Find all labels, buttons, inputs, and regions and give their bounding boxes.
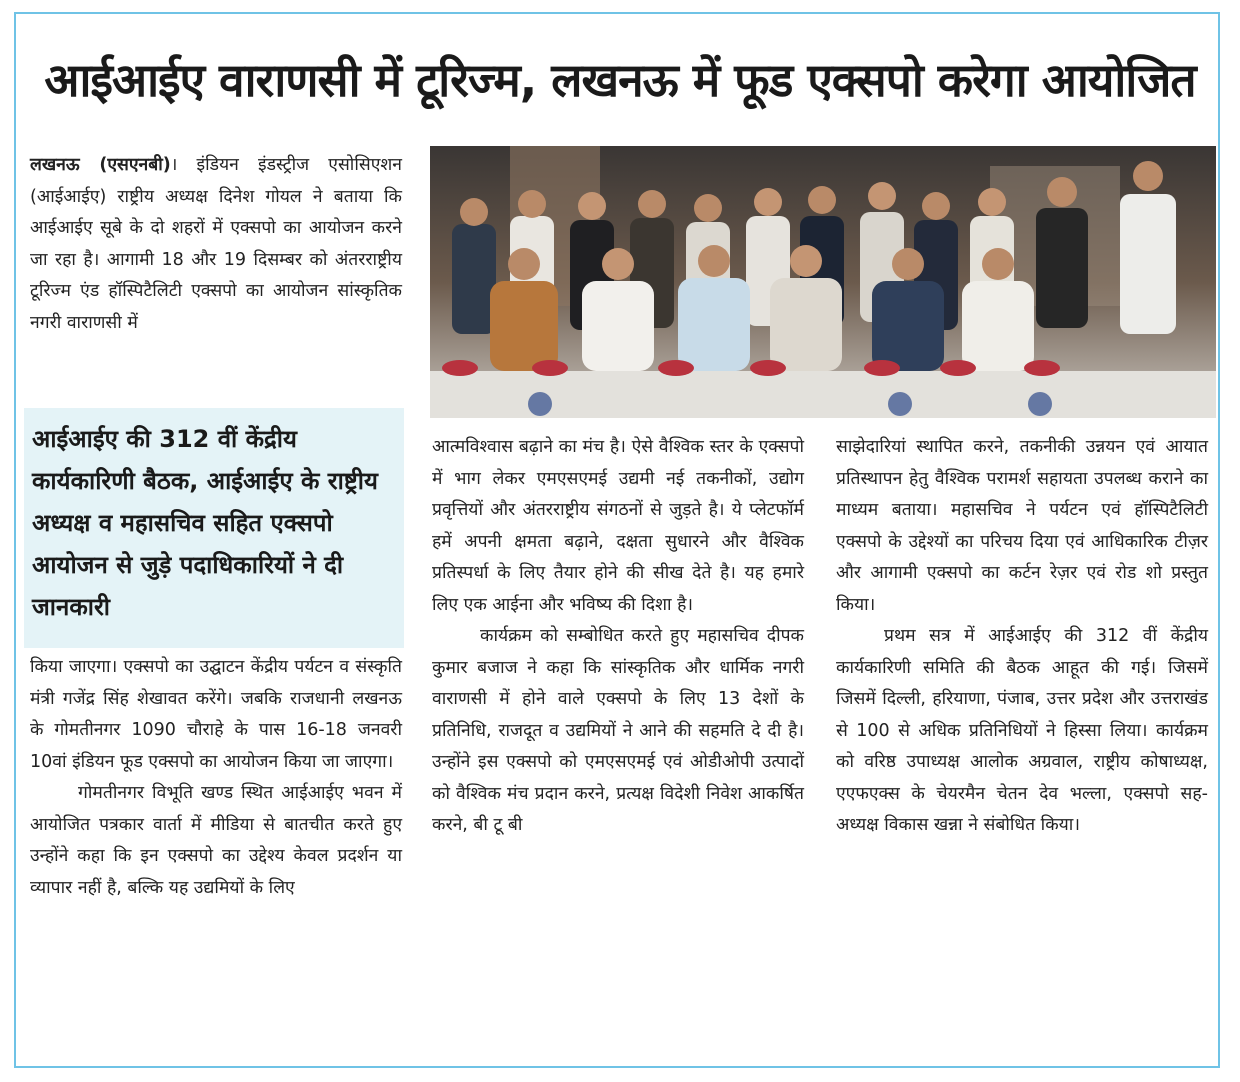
paragraph: किया जाएगा। एक्सपो का उद्घाटन केंद्रीय पर्यटन व संस्कृति मंत्री गजेंद्र सिंह शेखावत करेंगे। जबकि राजधानी लखनऊ के गोमतीनगर 1090 चौराहे के पास 16-18 जनवरी 10वां इंडियन फूड एक्सपो का आयोजन किया जा जाएगा।: [30, 657, 402, 772]
highlight-text: आईआईए की 312 वीं केंद्रीय कार्यकारिणी बैठक, आईआईए के राष्ट्रीय अध्यक्ष व महासचिव सहित एक्सपो आयोजन से जुड़े पदाधिकारियों ने दी जानकारी: [32, 425, 378, 621]
paragraph: गोमतीनगर विभूति खण्ड स्थित आईआईए भवन में आयोजित पत्रकार वार्ता में मीडिया से बातचीत करते हुए उन्होंने कहा कि इन एक्सपो का उद्देश्य केवल प्रदर्शन या व्यापार नहीं है, बल्कि यह उद्यमियों के लिए: [30, 783, 402, 898]
paragraph: कार्यक्रम को सम्बोधित करते हुए महासचिव दीपक कुमार बजाज ने कहा कि सांस्कृतिक और धार्मिक नगरी वाराणसी में होने वाले एक्सपो के लिए 13 देशों के प्रतिनिधि, राजदूत व उद्यमियों ने आने की सहमति दे दी है। उन्होंने इस एक्सपो को एमएसएमई एवं ओडीओपी उत्पादों को वैश्विक मंच प्रदान करने, प्रत्यक्ष विदेशी निवेश आकर्षित करने, बी टू बी: [432, 626, 804, 835]
paragraph: साझेदारियां स्थापित करने, तकनीकी उन्नयन एवं आयात प्रतिस्थापन हेतु वैश्विक परामर्श सहायता उपलब्ध कराने का माध्यम बताया। महासचिव ने पर्यटन एवं हॉस्पिटैलिटी एक्सपो के उद्देश्यों का परिचय दिया एवं आधिकारिक टीज़र और आगामी एक्सपो का कर्टन रेज़र एवं रोड शो प्रस्तुत किया।: [836, 437, 1208, 615]
column-2: [432, 432, 804, 842]
dateline: लखनऊ (एसएनबी): [30, 155, 171, 175]
paragraph: आत्मविश्वास बढ़ाने का मंच है। ऐसे वैश्विक स्तर के एक्सपो में भाग लेकर एमएसएमई उद्यमी नई तकनीकों, उद्योग प्रवृत्तियों और अंतरराष्ट्रीय संगठनों से जुड़ते है। ये प्लेटफॉर्म हमें अपनी क्षमता बढ़ाने, दक्षता सुधारने और वैश्विक प्रतिस्पर्धा के लिए तैयार होने की सीख देते है। यह हमारे लिए एक आईना और भविष्य की दिशा है।: [432, 437, 804, 615]
column-1-bottom: [30, 652, 402, 904]
event-photo-illustration: [430, 146, 1216, 418]
paragraph-intro: [30, 150, 402, 339]
intro-text: । इंडियन इंडस्ट्रीज एसोसिएशन (आईआईए) राष्ट्रीय अध्यक्ष दिनेश गोयल ने बताया कि आईआईए सूबे के दो शहरों में एक्सपो का आयोजन करने जा रहा है। आगामी 18 और 19 दिसम्बर को अंतरराष्ट्रीय टूरिज्म एंड हॉस्पिटैलिटी एक्सपो का आयोजन सांस्कृतिक नगरी वाराणसी में: [30, 155, 402, 333]
highlight-box: [24, 408, 404, 648]
event-photo: [430, 146, 1216, 418]
column-1-top: [30, 150, 402, 339]
paragraph: प्रथम सत्र में आईआईए की 312 वीं केंद्रीय कार्यकारिणी समिति की बैठक आहूत की गई। जिसमें जिसमें दिल्ली, हरियाणा, पंजाब, उत्तर प्रदेश और उत्तराखंड से 100 से अधिक प्रतिनिधियों ने हिस्सा लिया। कार्यक्रम को वरिष्ठ उपाध्यक्ष आलोक अग्रवाल, राष्ट्रीय कोषाध्यक्ष, एएफएक्स के चेयरमैन चेतन देव भल्ला, एक्सपो सह-अध्यक्ष विकास खन्ना ने संबोधित किया।: [836, 626, 1208, 835]
headline: आईआईए वाराणसी में टूरिज्म, लखनऊ में फूड एक्सपो करेगा आयोजित: [44, 53, 1196, 107]
column-3: [836, 432, 1208, 842]
